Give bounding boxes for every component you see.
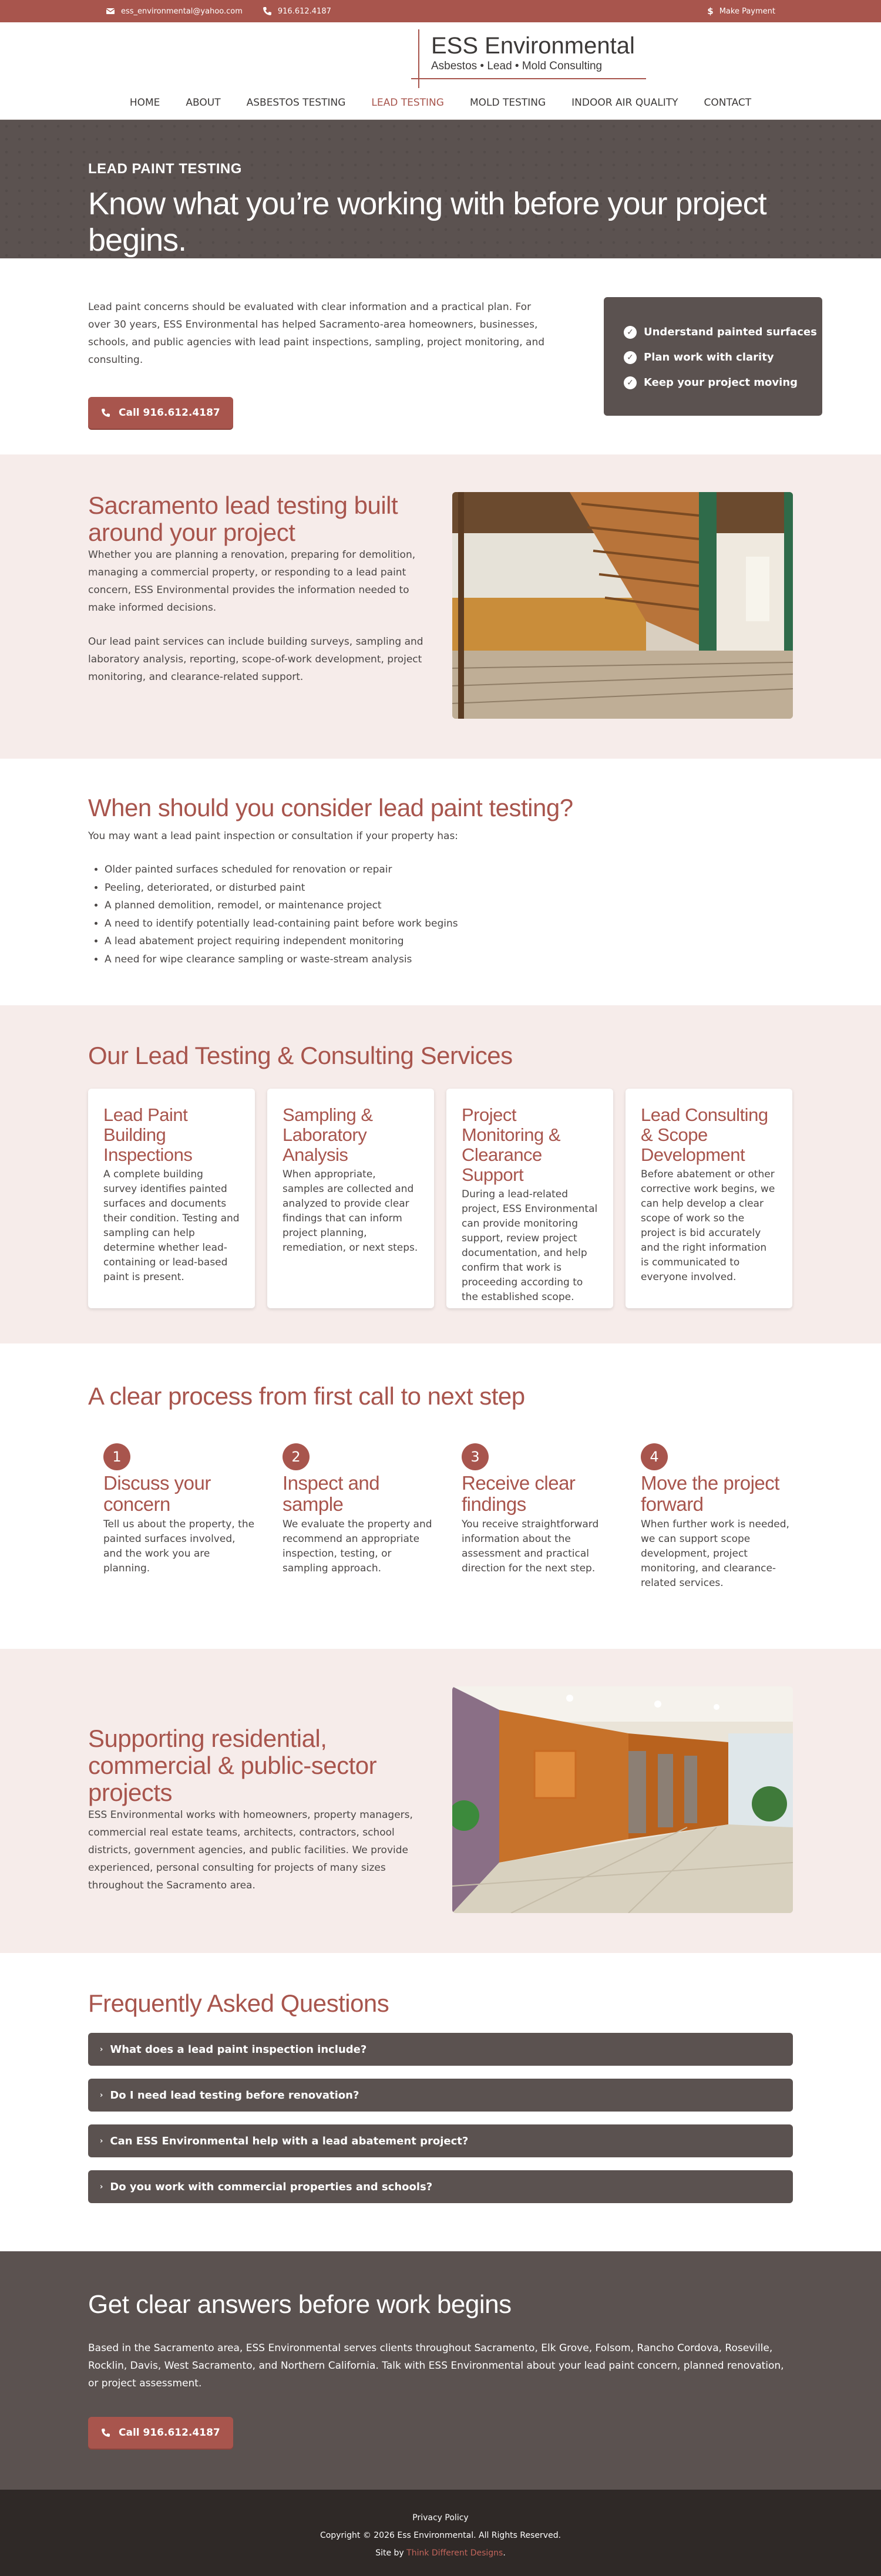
check-circle-icon: ✓: [624, 351, 637, 364]
topbar-email-link[interactable]: [106, 6, 243, 16]
services-title: Our Lead Testing & Consulting Services: [88, 1042, 513, 1069]
process-step: [626, 1443, 792, 1591]
hallway-photo: [452, 1686, 793, 1913]
cta-text: Based in the Sacramento area, ESS Environmental serves clients throughout Sacramento, Elk Grove, Folsom, Rancho Cordova, Roseville, Rocklin, Davis, West Sacramento, and Northern California. Talk with ESS Environmental about your lead paint concern, planned renovation, or project assessment.: [88, 2342, 784, 2389]
logo-name: ESS Environmental: [431, 33, 635, 59]
step-number-badge: 2: [283, 1443, 310, 1470]
make-payment-link[interactable]: [707, 6, 775, 16]
benefits-box: [604, 297, 822, 416]
list-item: • A lead abatement project requiring independent monitoring: [105, 932, 793, 951]
hero-banner: [0, 120, 881, 258]
step-number-badge: 4: [641, 1443, 668, 1470]
nav-lead-testing[interactable]: LEAD TESTING: [371, 97, 444, 109]
faq-item[interactable]: [88, 2170, 793, 2203]
step-title: Discuss your concern: [103, 1472, 211, 1515]
services-section: [0, 1005, 881, 1343]
list-item: • A need to identify potentially lead-containing paint before work begins: [105, 915, 793, 933]
faq-question: Do I need lead testing before renovation?: [110, 2089, 359, 2102]
benefit-label: Understand painted surfaces: [644, 326, 817, 338]
credit-link[interactable]: Think Different Designs: [406, 2548, 503, 2558]
process-step: [446, 1443, 613, 1591]
faq-item[interactable]: [88, 2079, 793, 2112]
faq-item[interactable]: [88, 2033, 793, 2066]
faq-section: [0, 1953, 881, 2251]
list-item: • Peeling, deteriorated, or disturbed paint: [105, 879, 793, 897]
logo-vertical-rule: [418, 29, 419, 88]
check-circle-icon: ✓: [624, 326, 637, 339]
step-text: Tell us about the property, the painted surfaces involved, and the work you are planning.: [103, 1518, 255, 1574]
logo-horizontal-rule: [411, 78, 646, 79]
nav-contact[interactable]: CONTACT: [704, 97, 752, 109]
list-item: • A planned demolition, remodel, or maintenance project: [105, 897, 793, 915]
step-title: Move the project forward: [641, 1472, 779, 1515]
intro-text: Lead paint concerns should be evaluated with clear information and a practical plan. For over 30 years, ESS Environmental has helped Sacramento-area homeowners, businesses, schools, and public agencies with lead paint inspections, sampling, project monitoring, and consulting.: [88, 301, 545, 366]
step-text: When further work is needed, we can support scope development, project monitoring, and clearance-related services.: [641, 1518, 789, 1589]
topbar-phone: 916.612.4187: [277, 6, 331, 16]
step-title: Receive clear findings: [462, 1472, 576, 1515]
service-card-text: When appropriate, samples are collected and analyzed to provide clear findings that can inform project planning, remediation, or next steps.: [283, 1169, 418, 1254]
faq-question: Can ESS Environmental help with a lead abatement project?: [110, 2134, 469, 2147]
support-title: Supporting residential, commercial & public-sector projects: [88, 1725, 377, 1806]
service-card: [267, 1089, 434, 1308]
hero-eyebrow: LEAD PAINT TESTING: [88, 161, 242, 177]
credit-period: .: [503, 2548, 506, 2558]
process-steps: [88, 1443, 793, 1591]
service-card: [626, 1089, 792, 1308]
cta-call-button-label: Call 916.612.4187: [119, 2427, 220, 2439]
list-item: • A need for wipe clearance sampling or waste-stream analysis: [105, 951, 793, 969]
lead-section-paragraph-1: Whether you are planning a renovation, preparing for demolition, managing a commercial property, or responding to a lead paint concern, ESS Environmental provides the information needed to make informed decisions.: [88, 549, 416, 614]
benefit-item: [624, 345, 822, 370]
step-number-badge: 3: [462, 1443, 489, 1470]
when-section-intro: You may want a lead paint inspection or consultation if your property has:: [88, 830, 459, 842]
list-item: • Older painted surfaces scheduled for renovation or repair: [105, 861, 793, 879]
service-cards: [88, 1089, 793, 1308]
service-card-title: Project Monitoring & Clearance Support: [462, 1105, 561, 1185]
nav-asbestos-testing[interactable]: ASBESTOS TESTING: [246, 97, 346, 109]
when-section-title: When should you consider lead paint testing?: [88, 794, 573, 821]
renovation-photo: [452, 492, 793, 719]
cta-section: [0, 2251, 881, 2490]
site-footer: [0, 2490, 881, 2576]
logo[interactable]: [411, 29, 646, 88]
top-bar: [0, 0, 881, 22]
chevron-right-icon: ›: [100, 2090, 103, 2100]
service-card-text: A complete building survey identifies painted surfaces and documents their condition. Testing and sampling can help determine whether lead-containing or lead-based paint is present.: [103, 1169, 240, 1283]
call-button[interactable]: [88, 397, 233, 429]
nav-indoor-air-quality[interactable]: INDOOR AIR QUALITY: [571, 97, 678, 109]
check-circle-icon: ✓: [624, 376, 637, 389]
step-title: Inspect and sample: [283, 1472, 380, 1515]
step-number-badge: 1: [103, 1443, 130, 1470]
call-button-label: Call 916.612.4187: [119, 407, 220, 419]
process-step: [88, 1443, 255, 1591]
envelope-icon: [106, 6, 115, 16]
site-credit: [0, 2548, 881, 2558]
main-nav: [88, 97, 793, 109]
faq-question: What does a lead paint inspection include?: [110, 2043, 367, 2056]
nav-home[interactable]: HOME: [129, 97, 160, 109]
cta-title: Get clear answers before work begins: [88, 2290, 512, 2319]
service-card-text: Before abatement or other corrective work begins, we can help develop a clear scope of work so the project is bid accurately and the right information is communicated to everyone involved.: [641, 1169, 775, 1283]
faq-list: [88, 2033, 793, 2203]
privacy-policy-link[interactable]: Privacy Policy: [412, 2513, 469, 2523]
copyright: Copyright © 2026 Ess Environmental. All Rights Reserved.: [320, 2531, 561, 2540]
benefit-item: [624, 319, 822, 345]
chevron-right-icon: ›: [100, 2045, 103, 2054]
phone-icon: [101, 2428, 110, 2437]
intro-section: [0, 258, 881, 454]
when-to-test-section: [0, 759, 881, 1005]
service-card-title: Sampling & Laboratory Analysis: [283, 1105, 373, 1165]
topbar-email: ess_environmental@yahoo.com: [121, 6, 243, 16]
chevron-right-icon: ›: [100, 2136, 103, 2146]
lead-section-paragraph-2: Our lead paint services can include building surveys, sampling and laboratory analysis, reporting, scope-of-work development, project monitoring, and clearance-related support.: [88, 636, 423, 683]
lead-testing-section: [0, 454, 881, 759]
service-card-title: Lead Consulting & Scope Development: [641, 1105, 768, 1165]
process-title: A clear process from first call to next step: [88, 1382, 525, 1410]
faq-item[interactable]: [88, 2124, 793, 2157]
nav-about[interactable]: ABOUT: [186, 97, 221, 109]
support-text: ESS Environmental works with homeowners, property managers, commercial real estate teams, architects, contractors, school districts, government agencies, and public facilities. We provide experienced, personal consulting for projects of many sizes throughout the Sacramento area.: [88, 1809, 413, 1891]
service-card-text: During a lead-related project, ESS Environmental can provide monitoring support, review project documentation, and help confirm that work is proceeding according to the established scope.: [462, 1188, 598, 1303]
phone-icon: [101, 408, 110, 417]
hero-title: Know what you’re working with before your project begins.: [88, 186, 766, 258]
service-card: [88, 1089, 255, 1308]
logo-tagline: Asbestos • Lead • Mold Consulting: [431, 60, 603, 72]
cta-call-button[interactable]: [88, 2417, 233, 2449]
nav-mold-testing[interactable]: MOLD TESTING: [469, 97, 546, 109]
support-section: [0, 1649, 881, 1953]
when-list: [88, 861, 793, 968]
process-section: [0, 1343, 881, 1649]
benefit-label: Keep your project moving: [644, 376, 798, 389]
step-text: You receive straightforward information about the assessment and practical direction for the next step.: [462, 1518, 599, 1574]
lead-section-title: Sacramento lead testing built around your project: [88, 491, 398, 546]
site-by-label: Site by: [375, 2548, 404, 2558]
topbar-phone-link[interactable]: [263, 6, 331, 16]
faq-question: Do you work with commercial properties and schools?: [110, 2180, 433, 2193]
chevron-right-icon: ›: [100, 2182, 103, 2191]
site-header: [0, 22, 881, 120]
step-text: We evaluate the property and recommend an appropriate inspection, testing, or sampling approach.: [283, 1518, 432, 1574]
faq-title: Frequently Asked Questions: [88, 1989, 389, 2017]
service-card: [446, 1089, 613, 1308]
phone-icon: [263, 6, 272, 16]
dollar-icon: $: [707, 6, 714, 16]
benefit-label: Plan work with clarity: [644, 351, 774, 363]
process-step: [267, 1443, 434, 1591]
make-payment-label: Make Payment: [719, 6, 775, 16]
benefit-item: [624, 370, 822, 395]
service-card-title: Lead Paint Building Inspections: [103, 1105, 193, 1165]
